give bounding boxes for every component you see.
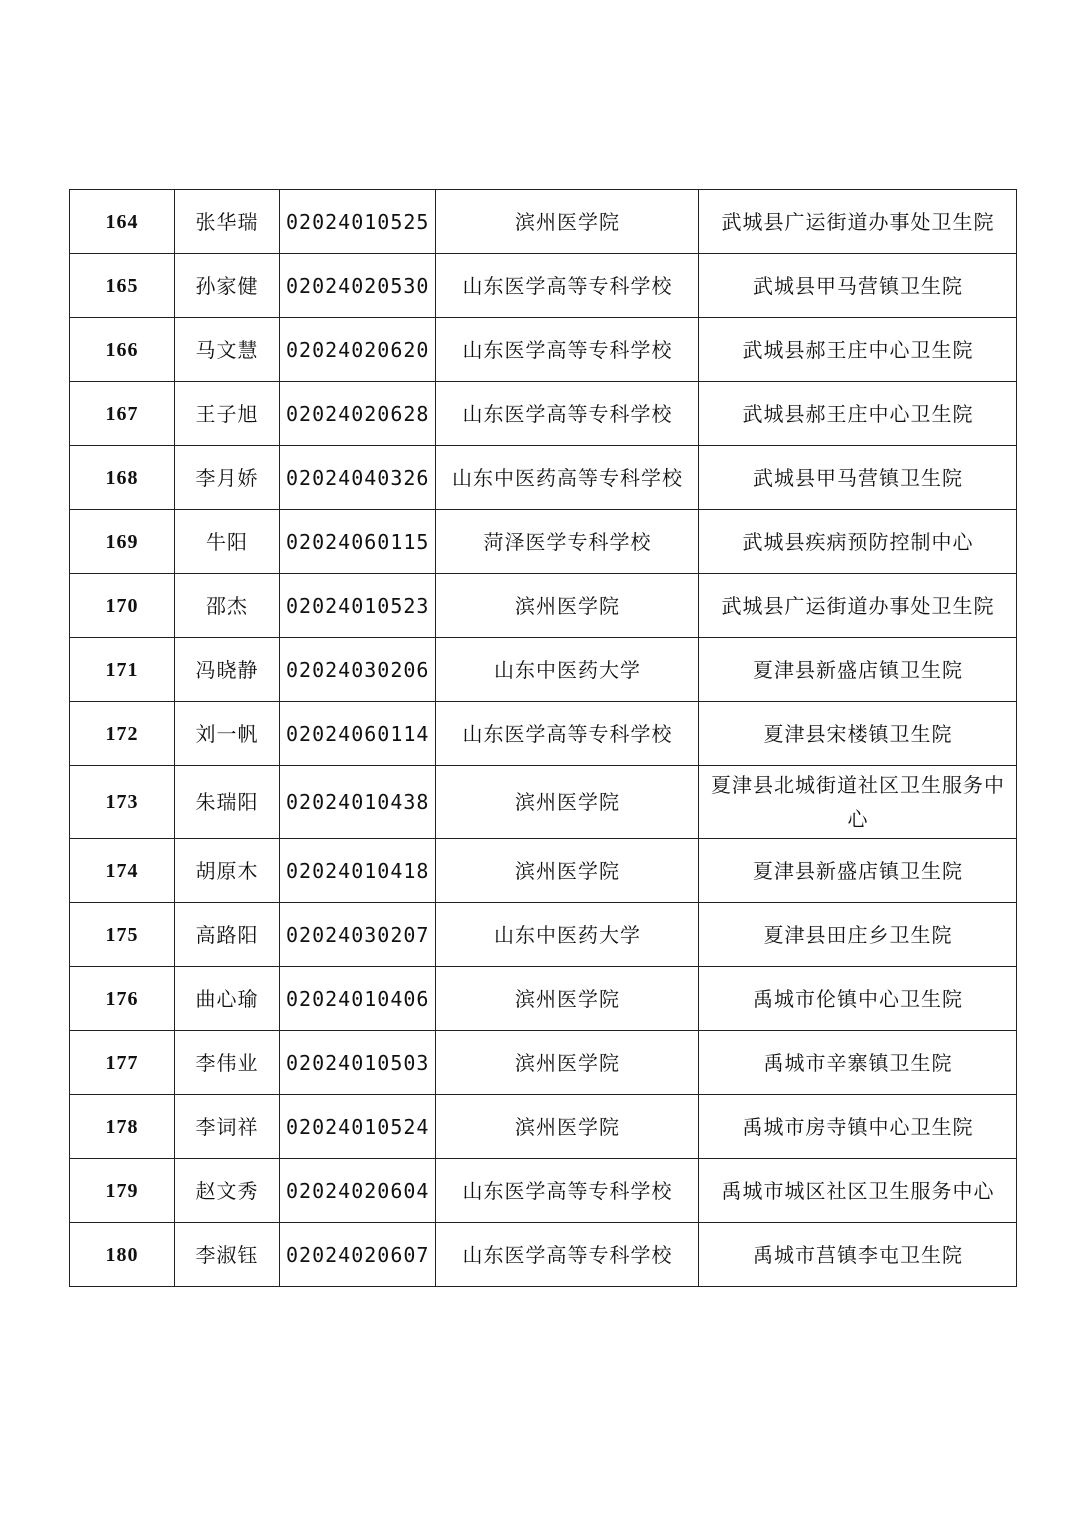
school-cell: 滨州医学院 <box>436 839 699 903</box>
id-cell: 02024010406 <box>280 967 436 1031</box>
table-row <box>70 1223 1017 1287</box>
table-row <box>70 254 1017 318</box>
id-cell: 02024060114 <box>280 702 436 766</box>
id-cell: 02024020628 <box>280 382 436 446</box>
id-cell: 02024010523 <box>280 574 436 638</box>
unit-cell: 武城县广运街道办事处卫生院 <box>699 574 1017 638</box>
school-cell: 山东医学高等专科学校 <box>436 1159 699 1223</box>
school-cell: 菏泽医学专科学校 <box>436 510 699 574</box>
table-row <box>70 839 1017 903</box>
name-cell: 曲心瑜 <box>175 967 280 1031</box>
school-cell: 滨州医学院 <box>436 967 699 1031</box>
school-cell: 山东医学高等专科学校 <box>436 382 699 446</box>
table-row <box>70 1159 1017 1223</box>
unit-cell: 禹城市辛寨镇卫生院 <box>699 1031 1017 1095</box>
school-cell: 滨州医学院 <box>436 190 699 254</box>
school-cell: 山东医学高等专科学校 <box>436 1223 699 1287</box>
school-cell: 山东中医药大学 <box>436 638 699 702</box>
school-cell: 山东中医药大学 <box>436 903 699 967</box>
name-cell: 邵杰 <box>175 574 280 638</box>
unit-cell: 夏津县新盛店镇卫生院 <box>699 638 1017 702</box>
id-cell: 02024030206 <box>280 638 436 702</box>
unit-cell: 夏津县宋楼镇卫生院 <box>699 702 1017 766</box>
name-cell: 王子旭 <box>175 382 280 446</box>
name-cell: 高路阳 <box>175 903 280 967</box>
unit-cell: 禹城市莒镇李屯卫生院 <box>699 1223 1017 1287</box>
table-row <box>70 446 1017 510</box>
name-cell: 李月娇 <box>175 446 280 510</box>
id-cell: 02024010503 <box>280 1031 436 1095</box>
unit-cell: 禹城市城区社区卫生服务中心 <box>699 1159 1017 1223</box>
unit-cell: 武城县甲马营镇卫生院 <box>699 254 1017 318</box>
seq-cell: 180 <box>70 1223 175 1287</box>
id-cell: 02024020530 <box>280 254 436 318</box>
id-cell: 02024020607 <box>280 1223 436 1287</box>
unit-cell: 夏津县新盛店镇卫生院 <box>699 839 1017 903</box>
school-cell: 滨州医学院 <box>436 1031 699 1095</box>
table-row <box>70 318 1017 382</box>
seq-cell: 170 <box>70 574 175 638</box>
table-row <box>70 574 1017 638</box>
seq-cell: 167 <box>70 382 175 446</box>
school-cell: 山东医学高等专科学校 <box>436 318 699 382</box>
name-cell: 马文慧 <box>175 318 280 382</box>
name-cell: 李词祥 <box>175 1095 280 1159</box>
id-cell: 02024020604 <box>280 1159 436 1223</box>
table-row <box>70 967 1017 1031</box>
seq-cell: 166 <box>70 318 175 382</box>
seq-cell: 173 <box>70 766 175 839</box>
seq-cell: 172 <box>70 702 175 766</box>
roster-body <box>70 190 1017 1287</box>
table-row <box>70 638 1017 702</box>
unit-cell: 禹城市伦镇中心卫生院 <box>699 967 1017 1031</box>
id-cell: 02024010418 <box>280 839 436 903</box>
table-row <box>70 766 1017 839</box>
unit-cell: 武城县广运街道办事处卫生院 <box>699 190 1017 254</box>
name-cell: 胡原木 <box>175 839 280 903</box>
table-row <box>70 510 1017 574</box>
id-cell: 02024020620 <box>280 318 436 382</box>
id-cell: 02024030207 <box>280 903 436 967</box>
unit-cell: 夏津县田庄乡卫生院 <box>699 903 1017 967</box>
name-cell: 赵文秀 <box>175 1159 280 1223</box>
roster-table <box>69 189 1017 1287</box>
seq-cell: 171 <box>70 638 175 702</box>
id-cell: 02024010438 <box>280 766 436 839</box>
school-cell: 滨州医学院 <box>436 1095 699 1159</box>
school-cell: 山东医学高等专科学校 <box>436 702 699 766</box>
school-cell: 山东中医药高等专科学校 <box>436 446 699 510</box>
name-cell: 刘一帆 <box>175 702 280 766</box>
table-row <box>70 702 1017 766</box>
name-cell: 冯晓静 <box>175 638 280 702</box>
table-row <box>70 1095 1017 1159</box>
school-cell: 滨州医学院 <box>436 766 699 839</box>
unit-cell: 武城县郝王庄中心卫生院 <box>699 318 1017 382</box>
id-cell: 02024010525 <box>280 190 436 254</box>
table-row <box>70 1031 1017 1095</box>
seq-cell: 174 <box>70 839 175 903</box>
unit-cell: 夏津县北城街道社区卫生服务中心 <box>699 766 1017 839</box>
table-row <box>70 903 1017 967</box>
seq-cell: 169 <box>70 510 175 574</box>
unit-cell: 武城县郝王庄中心卫生院 <box>699 382 1017 446</box>
seq-cell: 168 <box>70 446 175 510</box>
id-cell: 02024040326 <box>280 446 436 510</box>
id-cell: 02024010524 <box>280 1095 436 1159</box>
school-cell: 滨州医学院 <box>436 574 699 638</box>
table-row <box>70 382 1017 446</box>
seq-cell: 175 <box>70 903 175 967</box>
name-cell: 李伟业 <box>175 1031 280 1095</box>
id-cell: 02024060115 <box>280 510 436 574</box>
unit-cell: 武城县疾病预防控制中心 <box>699 510 1017 574</box>
name-cell: 牛阳 <box>175 510 280 574</box>
unit-cell: 禹城市房寺镇中心卫生院 <box>699 1095 1017 1159</box>
name-cell: 张华瑞 <box>175 190 280 254</box>
name-cell: 孙家健 <box>175 254 280 318</box>
name-cell: 李淑钰 <box>175 1223 280 1287</box>
seq-cell: 179 <box>70 1159 175 1223</box>
seq-cell: 178 <box>70 1095 175 1159</box>
seq-cell: 176 <box>70 967 175 1031</box>
seq-cell: 177 <box>70 1031 175 1095</box>
table-row <box>70 190 1017 254</box>
seq-cell: 164 <box>70 190 175 254</box>
school-cell: 山东医学高等专科学校 <box>436 254 699 318</box>
seq-cell: 165 <box>70 254 175 318</box>
unit-cell: 武城县甲马营镇卫生院 <box>699 446 1017 510</box>
name-cell: 朱瑞阳 <box>175 766 280 839</box>
